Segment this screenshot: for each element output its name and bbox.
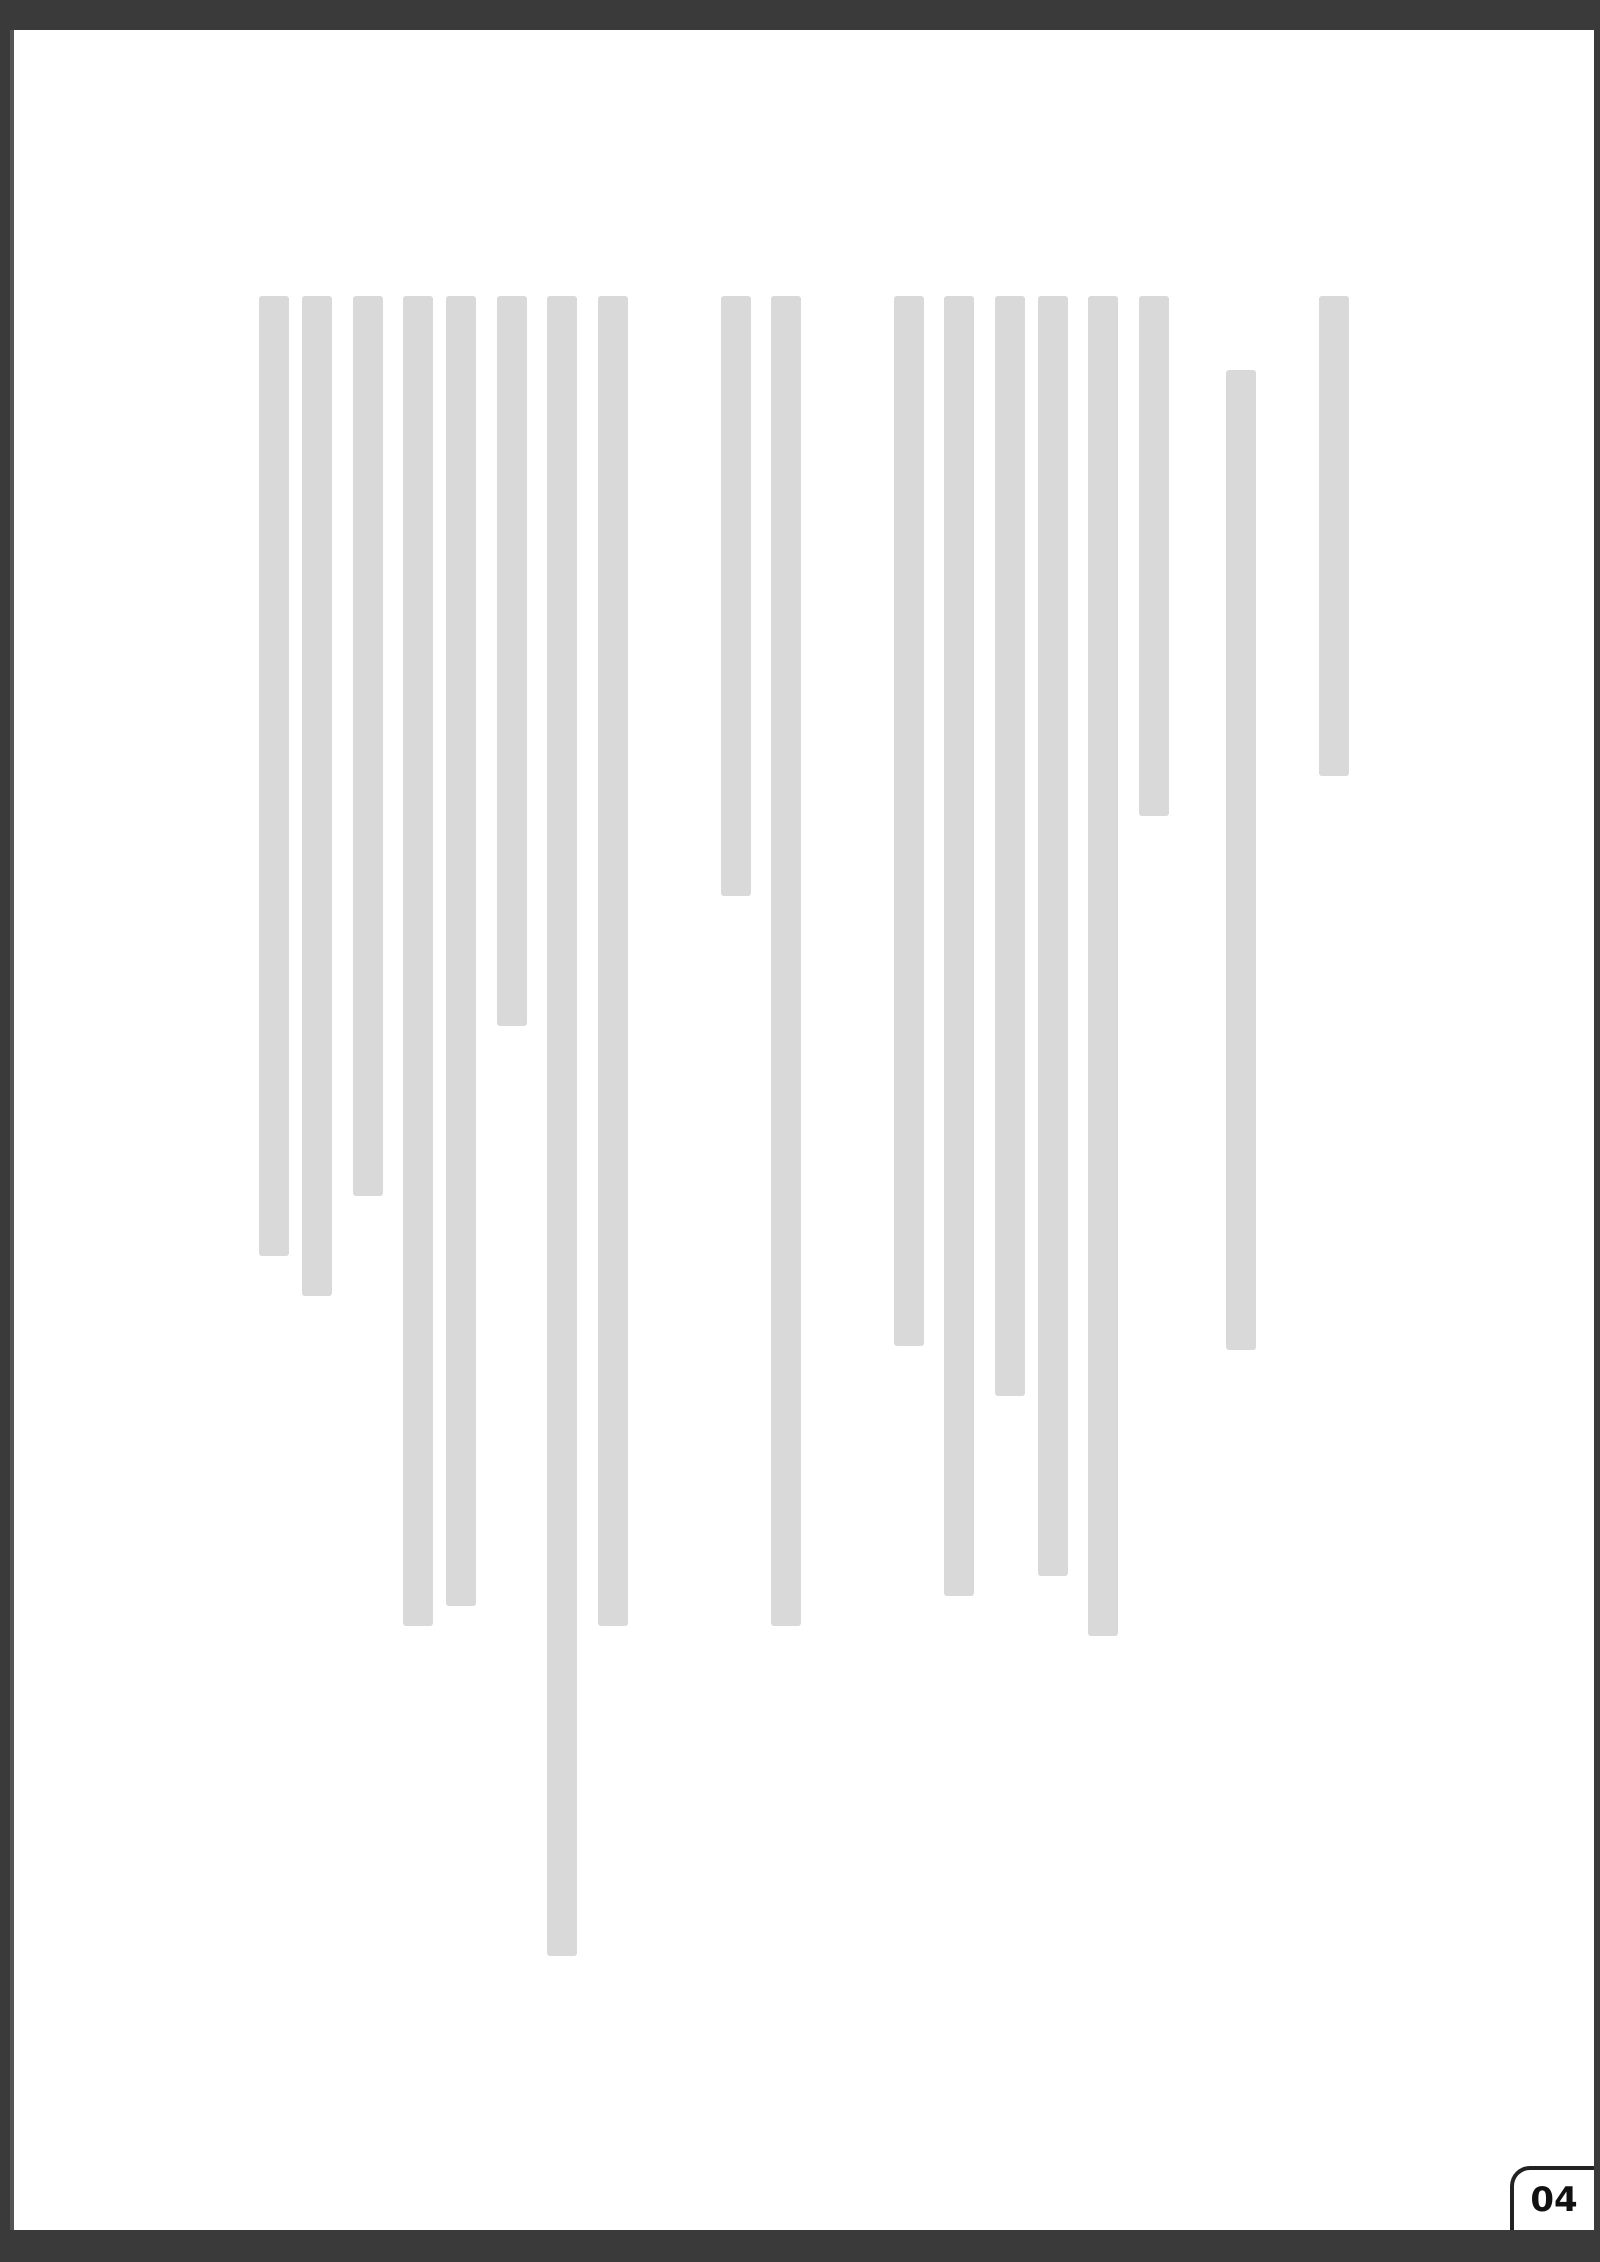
redacted-text-line — [353, 296, 383, 1196]
redacted-text-line — [771, 296, 801, 1626]
redacted-text-line — [1319, 296, 1349, 776]
redacted-text-line — [497, 296, 527, 1026]
redacted-text-line — [547, 296, 577, 1956]
redacted-text-line — [894, 296, 924, 1346]
redacted-text-line — [446, 296, 476, 1606]
redacted-text-line — [1088, 296, 1118, 1636]
redacted-text-line — [995, 296, 1025, 1396]
redacted-text-line — [1226, 370, 1256, 1350]
redacted-text-line — [302, 296, 332, 1296]
redacted-text-line — [598, 296, 628, 1626]
redacted-text-line — [1038, 296, 1068, 1576]
redacted-text-line — [721, 296, 751, 896]
redacted-text-line — [944, 296, 974, 1596]
document-page — [10, 30, 1594, 2230]
redacted-text-line — [259, 296, 289, 1256]
redacted-text-line — [403, 296, 433, 1626]
redacted-text-line — [1139, 296, 1169, 816]
page-number: 04 — [1510, 2166, 1594, 2230]
